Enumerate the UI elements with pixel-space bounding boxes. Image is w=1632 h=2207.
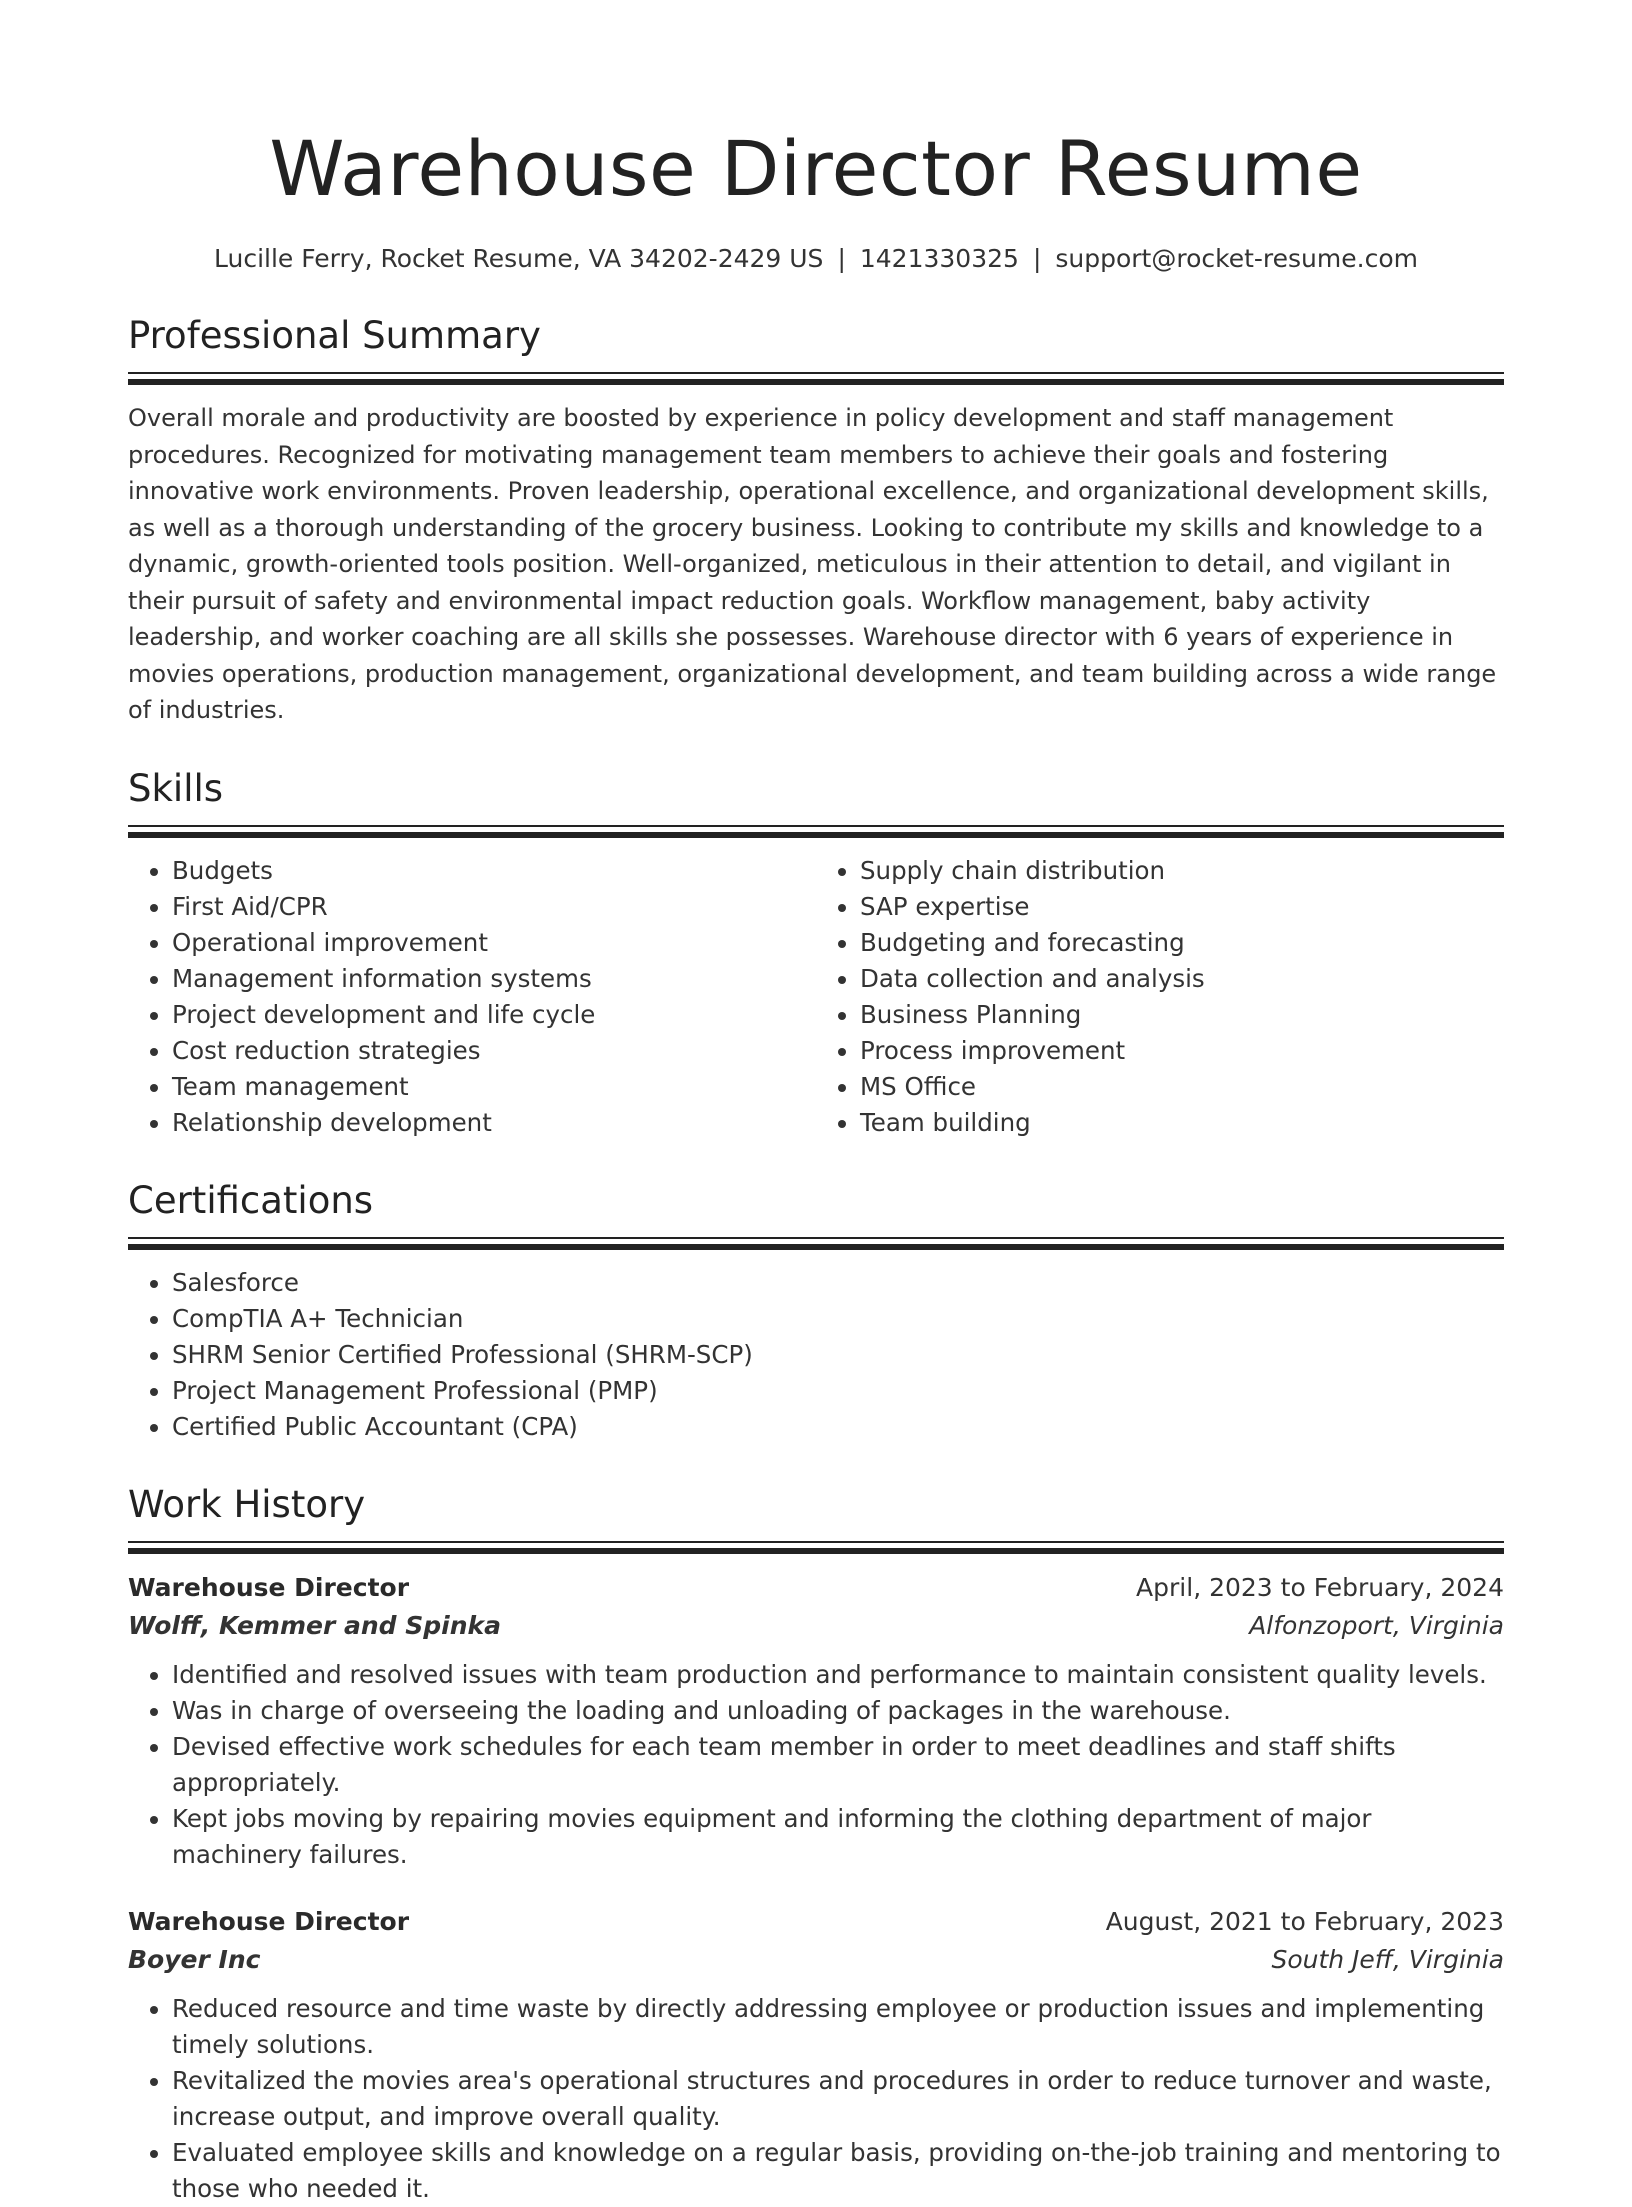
skill-item: • Budgets	[172, 853, 816, 889]
certifications-heading: Certifications	[128, 1178, 374, 1222]
skills-grid	[128, 853, 1504, 1141]
job-title-row	[128, 1569, 1504, 1607]
job-duty: • Revitalized the movies area's operational structures and procedures in order to reduce turnover and waste, increase output, and improve overall quality.	[172, 2063, 1504, 2135]
skills-list-right	[816, 853, 1504, 1141]
skill-item: • Team management	[172, 1069, 816, 1105]
contact-separator: |	[837, 244, 846, 273]
skills-section	[128, 765, 1504, 1141]
skills-header	[128, 765, 1504, 839]
job-duty: • Evaluated employee skills and knowledge on a regular basis, providing on-the-job training and mentoring to those who needed it.	[172, 2135, 1504, 2207]
job-dates: August, 2021 to February, 2023	[1105, 1906, 1504, 1936]
work-history-section	[128, 1481, 1504, 2207]
skills-list-left	[128, 853, 816, 1141]
summary-header	[128, 312, 1504, 386]
skill-item: • Operational improvement	[172, 925, 816, 961]
job-duties	[128, 1657, 1504, 1873]
job-title: Warehouse Director	[128, 1906, 410, 1936]
job-entry	[128, 1903, 1504, 2207]
contact-phone: 1421330325	[859, 244, 1019, 273]
job-duty: • Reduced resource and time waste by directly addressing employee or production issues and implementing timely solutions.	[172, 1991, 1504, 2063]
job-company: Wolff, Kemmer and Spinka	[128, 1610, 502, 1640]
resume-page	[128, 0, 1504, 2207]
skill-item: • SAP expertise	[860, 889, 1504, 925]
skill-item: • Relationship development	[172, 1105, 816, 1141]
job-location: South Jeff, Virginia	[1271, 1944, 1504, 1974]
skill-item: • Budgeting and forecasting	[860, 925, 1504, 961]
job-location: Alfonzoport, Virginia	[1249, 1610, 1504, 1640]
work-history-heading: Work History	[128, 1482, 366, 1526]
certification-item: • SHRM Senior Certified Professional (SHRM-SCP)	[172, 1337, 1504, 1373]
job-title: Warehouse Director	[128, 1572, 410, 1602]
job-duty: • Was in charge of overseeing the loading and unloading of packages in the warehouse.	[172, 1693, 1504, 1729]
contact-email: support@rocket-resume.com	[1055, 244, 1418, 273]
job-company: Boyer Inc	[128, 1944, 261, 1974]
certification-item: • Certified Public Accountant (CPA)	[172, 1409, 1504, 1445]
contact-address: Lucille Ferry, Rocket Resume, VA 34202-2429 US	[214, 244, 824, 273]
job-title-row	[128, 1903, 1504, 1941]
skill-item: • Cost reduction strategies	[172, 1033, 816, 1069]
job-duty: • Kept jobs moving by repairing movies equipment and informing the clothing department of major machinery failures.	[172, 1801, 1504, 1873]
certification-item: • Project Management Professional (PMP)	[172, 1373, 1504, 1409]
certifications-list	[128, 1265, 1504, 1445]
job-duty: • Devised effective work schedules for each team member in order to meet deadlines and staff shifts appropriately.	[172, 1729, 1504, 1801]
job-duties	[128, 1991, 1504, 2207]
skill-item: • Project development and life cycle	[172, 997, 816, 1033]
section-divider	[128, 1541, 1504, 1555]
summary-section	[128, 312, 1504, 729]
summary-text: Overall morale and productivity are boosted by experience in policy development and staff management procedures. Recognized for motivating management team members to achieve their goals and fostering innovative work environments. Proven leadership, operational excellence, and organizational development skills, as well as a thorough understanding of the grocery business. Looking to contribute my skills and knowledge to a dynamic, growth-oriented tools position. Well-organized, meticulous in their attention to detail, and vigilant in their pursuit of safety and environmental impact reduction goals. Workflow management, baby activity leadership, and worker coaching are all skills she possesses. Warehouse director with 6 years of experience in movies operations, production management, organizational development, and team building across a wide range of industries.	[128, 404, 1497, 724]
skill-item: • Team building	[860, 1105, 1504, 1141]
section-divider	[128, 825, 1504, 839]
job-entry	[128, 1569, 1504, 1873]
job-company-row	[128, 1607, 1504, 1645]
skill-item: • Business Planning	[860, 997, 1504, 1033]
skill-item: • First Aid/CPR	[172, 889, 816, 925]
job-dates: April, 2023 to February, 2024	[1136, 1572, 1504, 1602]
certification-item: • CompTIA A+ Technician	[172, 1301, 1504, 1337]
certification-item: • Salesforce	[172, 1265, 1504, 1301]
contact-separator: |	[1032, 244, 1042, 273]
section-divider	[128, 372, 1504, 386]
skills-heading: Skills	[128, 766, 224, 810]
job-duty: • Identified and resolved issues with team production and performance to maintain consistent quality levels.	[172, 1657, 1504, 1693]
skill-item: • Data collection and analysis	[860, 961, 1504, 997]
section-divider	[128, 1237, 1504, 1251]
resume-title: Warehouse Director Resume	[269, 124, 1363, 213]
skill-item: • MS Office	[860, 1069, 1504, 1105]
skill-item: • Supply chain distribution	[860, 853, 1504, 889]
certifications-section	[128, 1177, 1504, 1445]
work-history-header	[128, 1481, 1504, 1555]
contact-line	[128, 242, 1504, 276]
skill-item: • Management information systems	[172, 961, 816, 997]
job-company-row	[128, 1941, 1504, 1979]
skill-item: • Process improvement	[860, 1033, 1504, 1069]
certifications-header	[128, 1177, 1504, 1251]
summary-heading: Professional Summary	[128, 314, 541, 357]
